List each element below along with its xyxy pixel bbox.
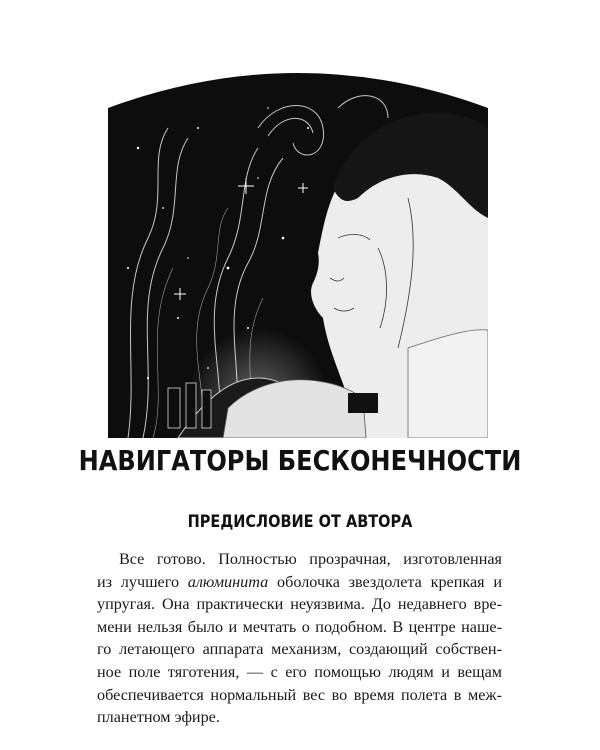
engraving-illustration: [108, 68, 488, 438]
paragraph-line: упругая. Она практически неуязвима. До недавнего вре-: [97, 595, 502, 614]
line-rest: оболочка звездолета крепкая и: [276, 572, 503, 591]
italic-term: алюминита: [187, 572, 269, 591]
paragraph-line: планетном эфире.: [97, 708, 220, 727]
paragraph-line: ное поле тяготения, — с его помощью людям и вещам: [97, 662, 502, 681]
section-title: ПРЕДИСЛОВИЕ ОТ АВТОРА: [187, 512, 413, 531]
paragraph-line: го летающего аппарата механизм, создающий собствен-: [97, 640, 502, 659]
paragraph-line: Все готово. Полностью прозрачная, изготовленная: [119, 550, 502, 568]
frontispiece-illustration: [108, 68, 488, 438]
paragraph-line: обеспечивается нормальный вес во время полета в меж-: [97, 685, 502, 704]
line-prefix: из лучшего: [97, 572, 188, 591]
book-title: НАВИГАТОРЫ БЕСКОНЕЧНОСТИ: [78, 444, 522, 477]
paragraph-line: [97, 571, 502, 594]
preface-paragraph: [97, 548, 502, 729]
paragraph-line: мени нельзя было и мечтать о подобном. В центре наше-: [97, 617, 502, 636]
